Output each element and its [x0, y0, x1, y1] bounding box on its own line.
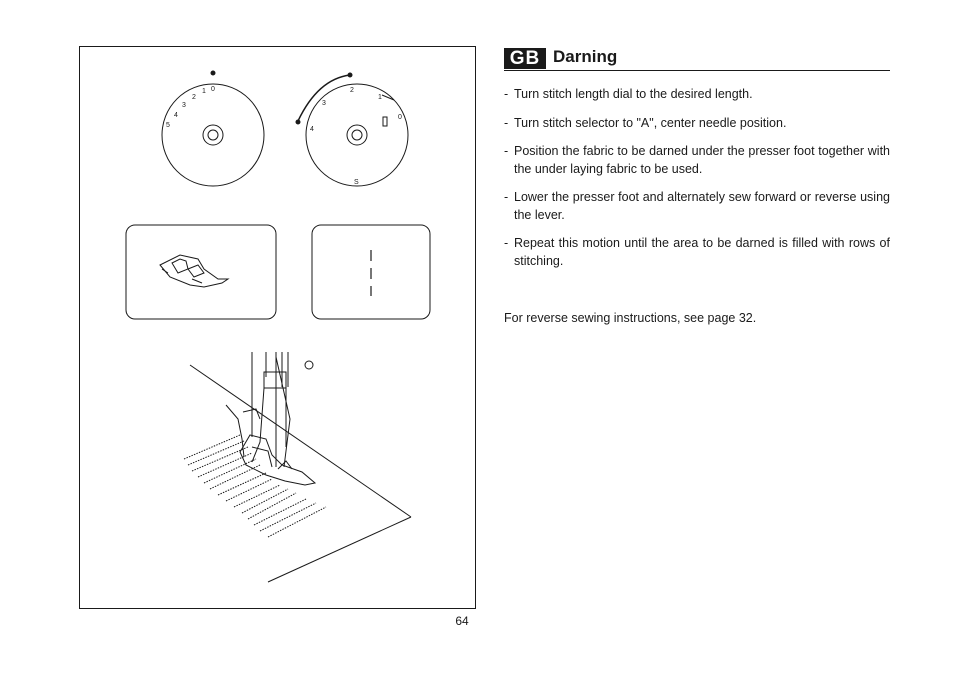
instruction-item: - Position the fabric to be darned under the presser foot together with the under laying fabric to be used.: [504, 143, 890, 178]
selector-label-0: 0: [398, 114, 402, 121]
darning-illustration: [80, 47, 477, 610]
selector-label-4: 4: [310, 126, 314, 133]
fabric-illustration: [190, 365, 411, 582]
section-title: Darning: [553, 47, 618, 66]
instruction-item: - Repeat this motion until the area to be darned is filled with rows of stitching.: [504, 235, 890, 270]
stitch-length-label-3: 3: [182, 102, 186, 109]
section-header: [504, 46, 890, 71]
presser-foot-icon: [160, 255, 228, 287]
selector-label-s: S: [354, 179, 359, 186]
presser-foot-box: [126, 225, 276, 319]
instruction-item: - Lower the presser foot and alternately sew forward or reverse using the lever.: [504, 189, 890, 224]
darning-stitches: [184, 435, 326, 537]
instruction-item: - Turn stitch selector to "A", center needle position.: [504, 115, 890, 133]
stitch-length-label-2: 2: [192, 94, 196, 101]
stitch-length-label-4: 4: [174, 112, 178, 119]
reference-note: For reverse sewing instructions, see page 32.: [504, 311, 757, 325]
stitch-length-label-5: 5: [166, 122, 170, 129]
stitch-length-label-1: 1: [202, 88, 206, 95]
stitch-length-label-0: 0: [211, 86, 215, 93]
instruction-item: - Turn stitch length dial to the desired length.: [504, 86, 890, 104]
presser-foot-assembly: [226, 352, 315, 485]
language-badge: GB: [504, 48, 546, 69]
selector-label-1: 1: [378, 94, 382, 101]
instruction-list: [504, 86, 890, 281]
page-number: 64: [455, 614, 469, 628]
selector-label-3: 3: [322, 100, 326, 107]
illustration-frame: [79, 46, 476, 609]
selector-label-2: 2: [350, 87, 354, 94]
